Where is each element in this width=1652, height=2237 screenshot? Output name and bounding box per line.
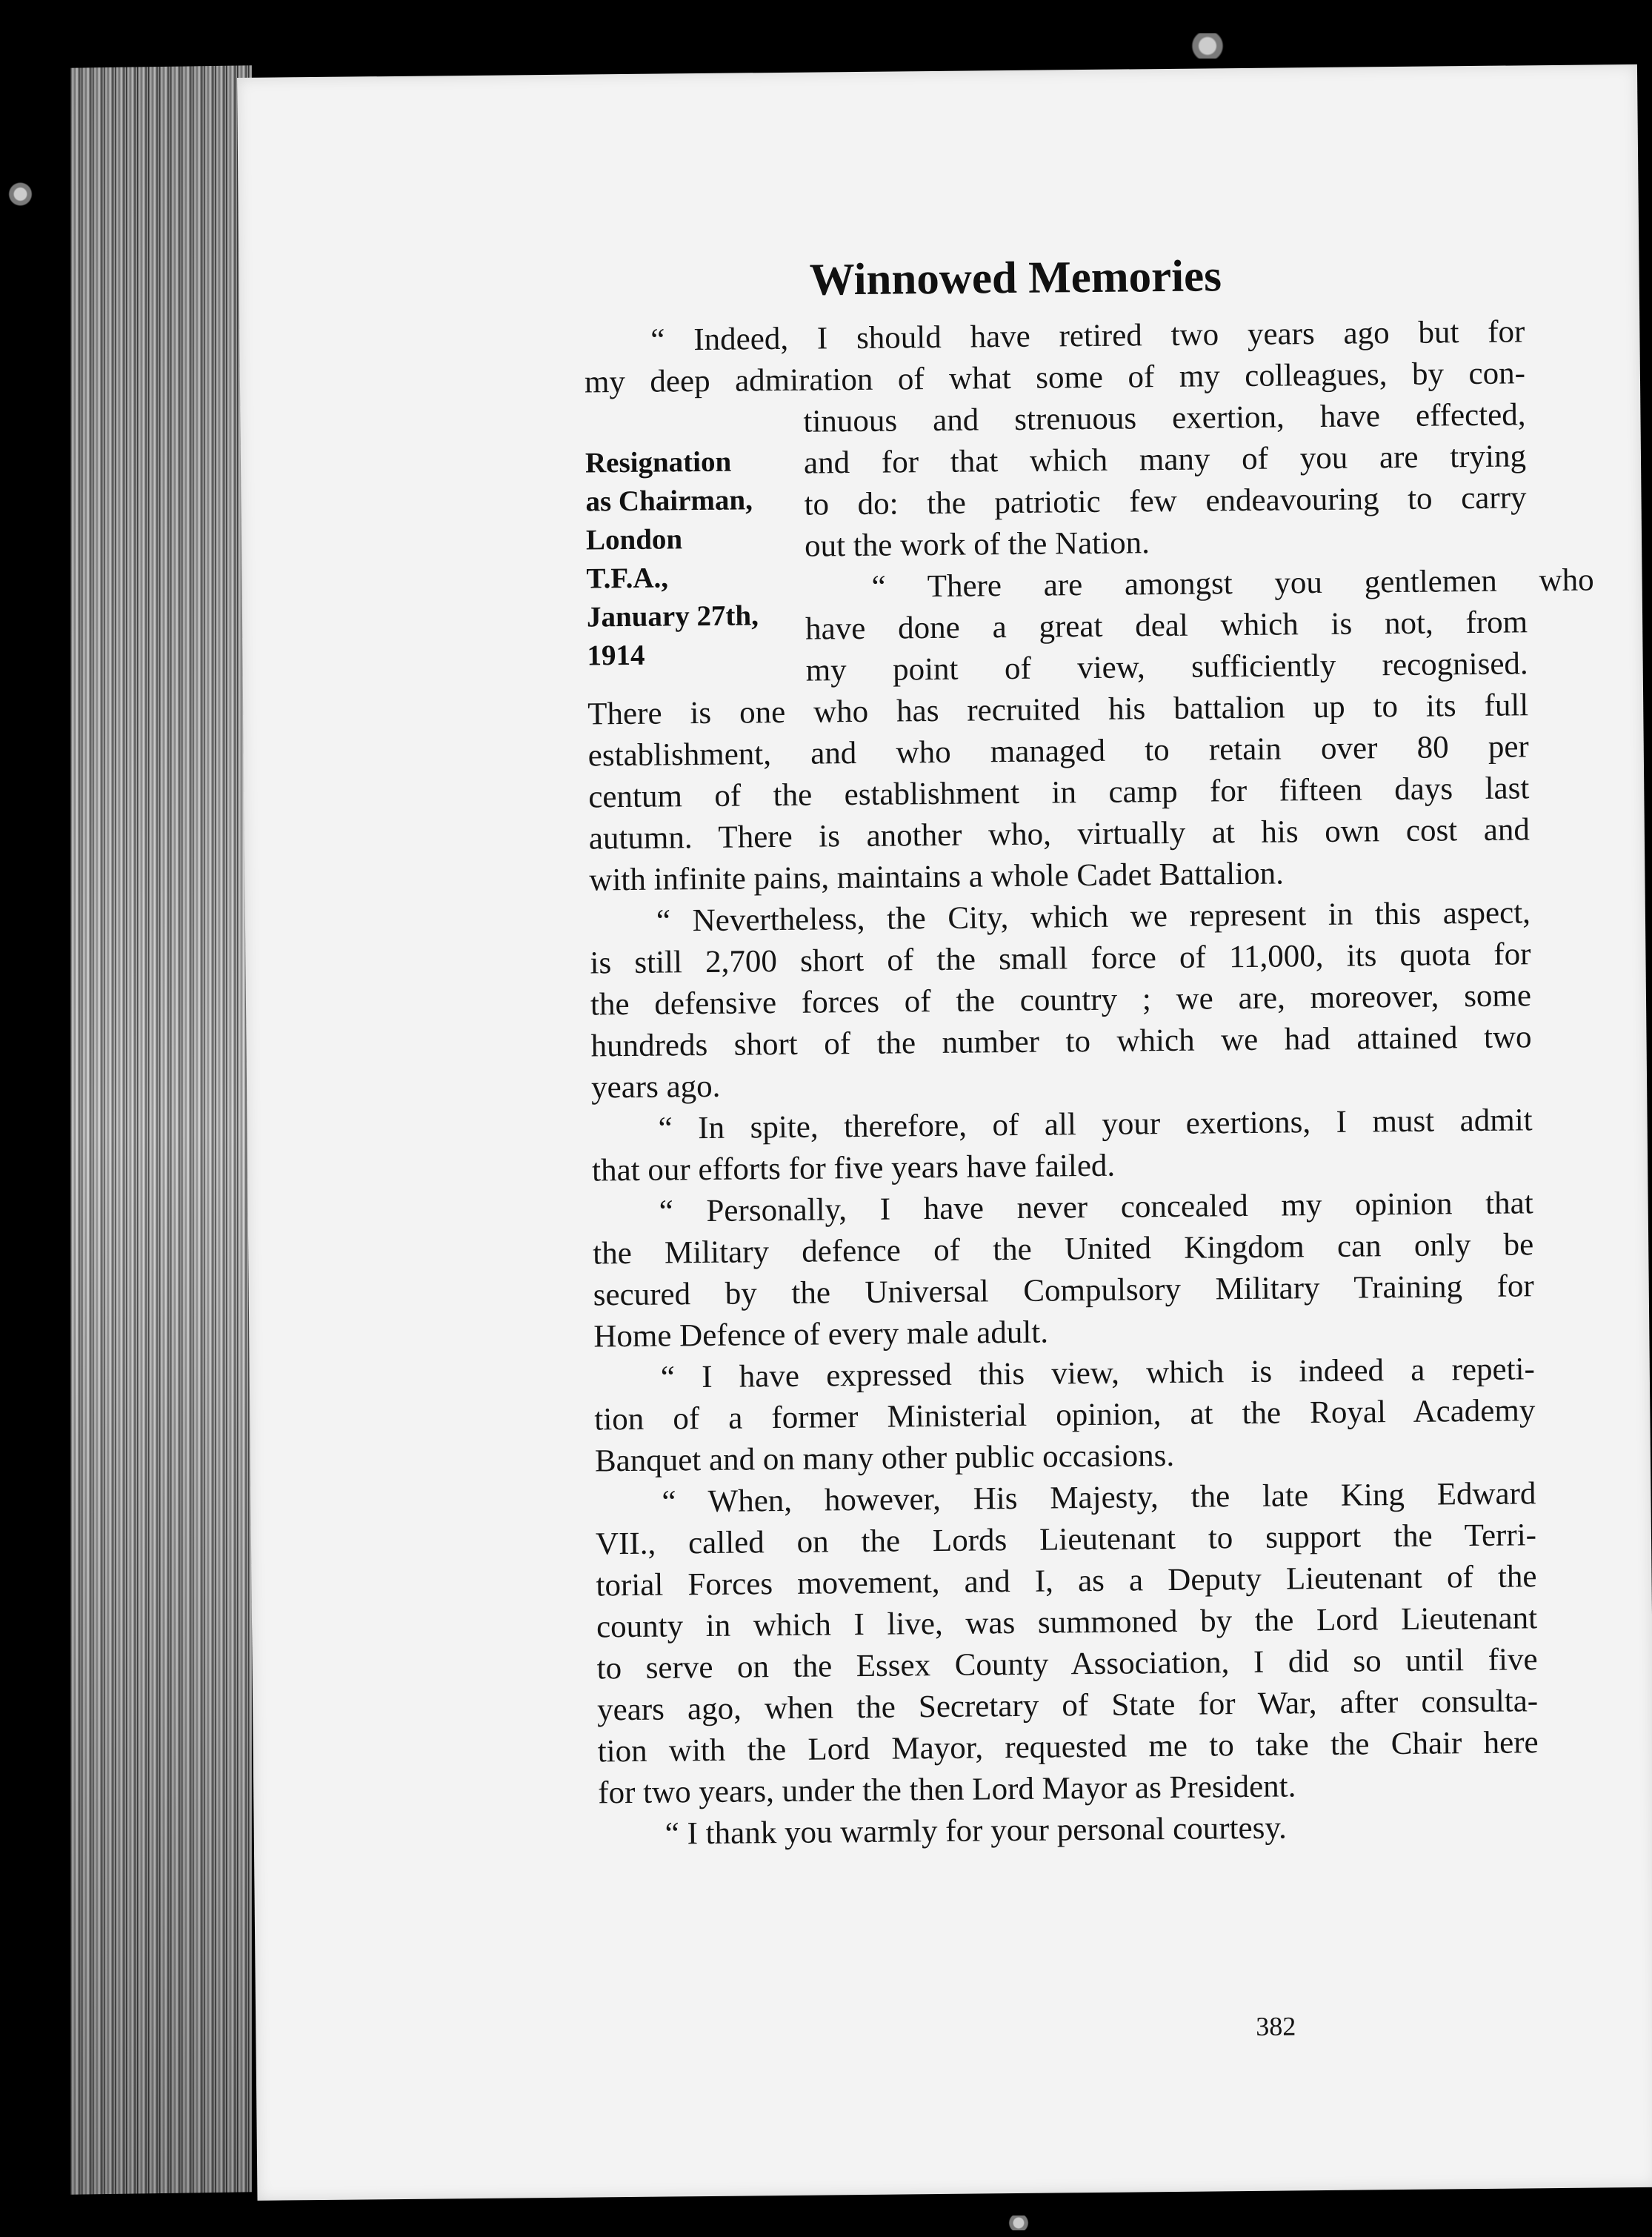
text-line: with infinite pains, maintains a whole Cadet Battalion.	[589, 856, 1285, 898]
text-line: Home Defence of every male adult.	[593, 1314, 1049, 1355]
text-line: “ In spite, therefore, of all your exertions, I must admit	[658, 1103, 1533, 1146]
text-line: “ I thank you warmly for your personal courtesy.	[665, 1810, 1288, 1852]
text-line: “ There are amongst you gentlemen who	[871, 562, 1594, 605]
text-line: and for that which many of you are trying	[803, 439, 1527, 481]
text-line: that our efforts for five years have failed.	[591, 1148, 1116, 1189]
text-line: tion of a former Ministerial opinion, at the Royal Academy	[594, 1393, 1536, 1437]
text-line: my point of view, sufficiently recognised.	[805, 646, 1528, 688]
margin-note-line: January 27th,	[586, 599, 759, 634]
scan-mark-top	[1178, 33, 1237, 59]
text-line: county in which I live, was summoned by the Lord Lieutenant	[596, 1601, 1538, 1645]
text-line: years ago, when the Secretary of State for War, after consulta-	[596, 1683, 1539, 1728]
text-line: tinuous and strenuous exertion, have effected,	[803, 397, 1526, 439]
page-number: 382	[1256, 2011, 1296, 2041]
text-line: centum of the establishment in camp for fifteen days last	[588, 771, 1530, 815]
text-line: “ Nevertheless, the City, which we represent in this aspect,	[656, 895, 1531, 939]
text-line: out the work of the Nation.	[804, 525, 1150, 564]
text-line: to do: the patriotic few endeavouring to carry	[804, 480, 1527, 522]
text-line: autumn. There is another who, virtually at his own cost and	[588, 812, 1531, 857]
margin-note-line: T.F.A.,	[586, 562, 669, 595]
margin-note-line: as Chairman,	[585, 484, 753, 518]
text-line: hundreds short of the number to which we had attained two	[590, 1020, 1532, 1064]
page-title: Winnowed Memories	[809, 251, 1222, 305]
text-line: VII., called on the Lords Lieutenant to support the Terri-	[595, 1518, 1537, 1562]
text-line: years ago.	[590, 1068, 721, 1106]
text-line: “ Indeed, I should have retired two years ago but for	[650, 314, 1525, 358]
text-line: Banquet and on many other public occasions.	[594, 1437, 1175, 1479]
margin-note-line: London	[585, 523, 683, 556]
text-line: There is one who has recruited his battalion up to its full	[587, 688, 1529, 732]
scan-mark-bottom	[1000, 2216, 1037, 2230]
text-line: establishment, and who managed to retain over 80 per	[587, 729, 1529, 774]
text-line: “ Personally, I have never concealed my opinion that	[659, 1186, 1533, 1229]
book-page-edge	[70, 65, 252, 2194]
text-line: “ I have expressed this view, which is indeed a repeti-	[660, 1352, 1536, 1395]
text-line: the Military defence of the United Kingdom can only be	[593, 1227, 1534, 1272]
text-line: tion with the Lord Mayor, requested me to take the Chair here	[597, 1725, 1539, 1769]
margin-note	[585, 442, 799, 676]
text-line: secured by the Universal Compulsory Military Training for	[593, 1269, 1534, 1313]
text-line: my deep admiration of what some of my colleagues, by con-	[584, 356, 1526, 400]
text-line: torial Forces movement, and I, as a Deputy Lieutenant of the	[596, 1559, 1537, 1603]
text-line: have done a great deal which is not, from	[805, 605, 1528, 647]
text-line: “ When, however, His Majesty, the late King Edward	[662, 1476, 1536, 1520]
scanned-book-page	[237, 64, 1652, 2201]
text-line: is still 2,700 short of the small force of 11,000, its quota for	[590, 937, 1531, 981]
margin-note-line: Resignation	[584, 445, 732, 479]
text-line: to serve on the Essex County Association, I did so until five	[596, 1642, 1538, 1686]
text-line: for two years, under the then Lord Mayor as President.	[598, 1769, 1296, 1811]
margin-note-line: 1914	[587, 639, 645, 672]
text-line: the defensive forces of the country ; we are, moreover, some	[590, 978, 1532, 1023]
scan-mark-left	[0, 182, 41, 207]
